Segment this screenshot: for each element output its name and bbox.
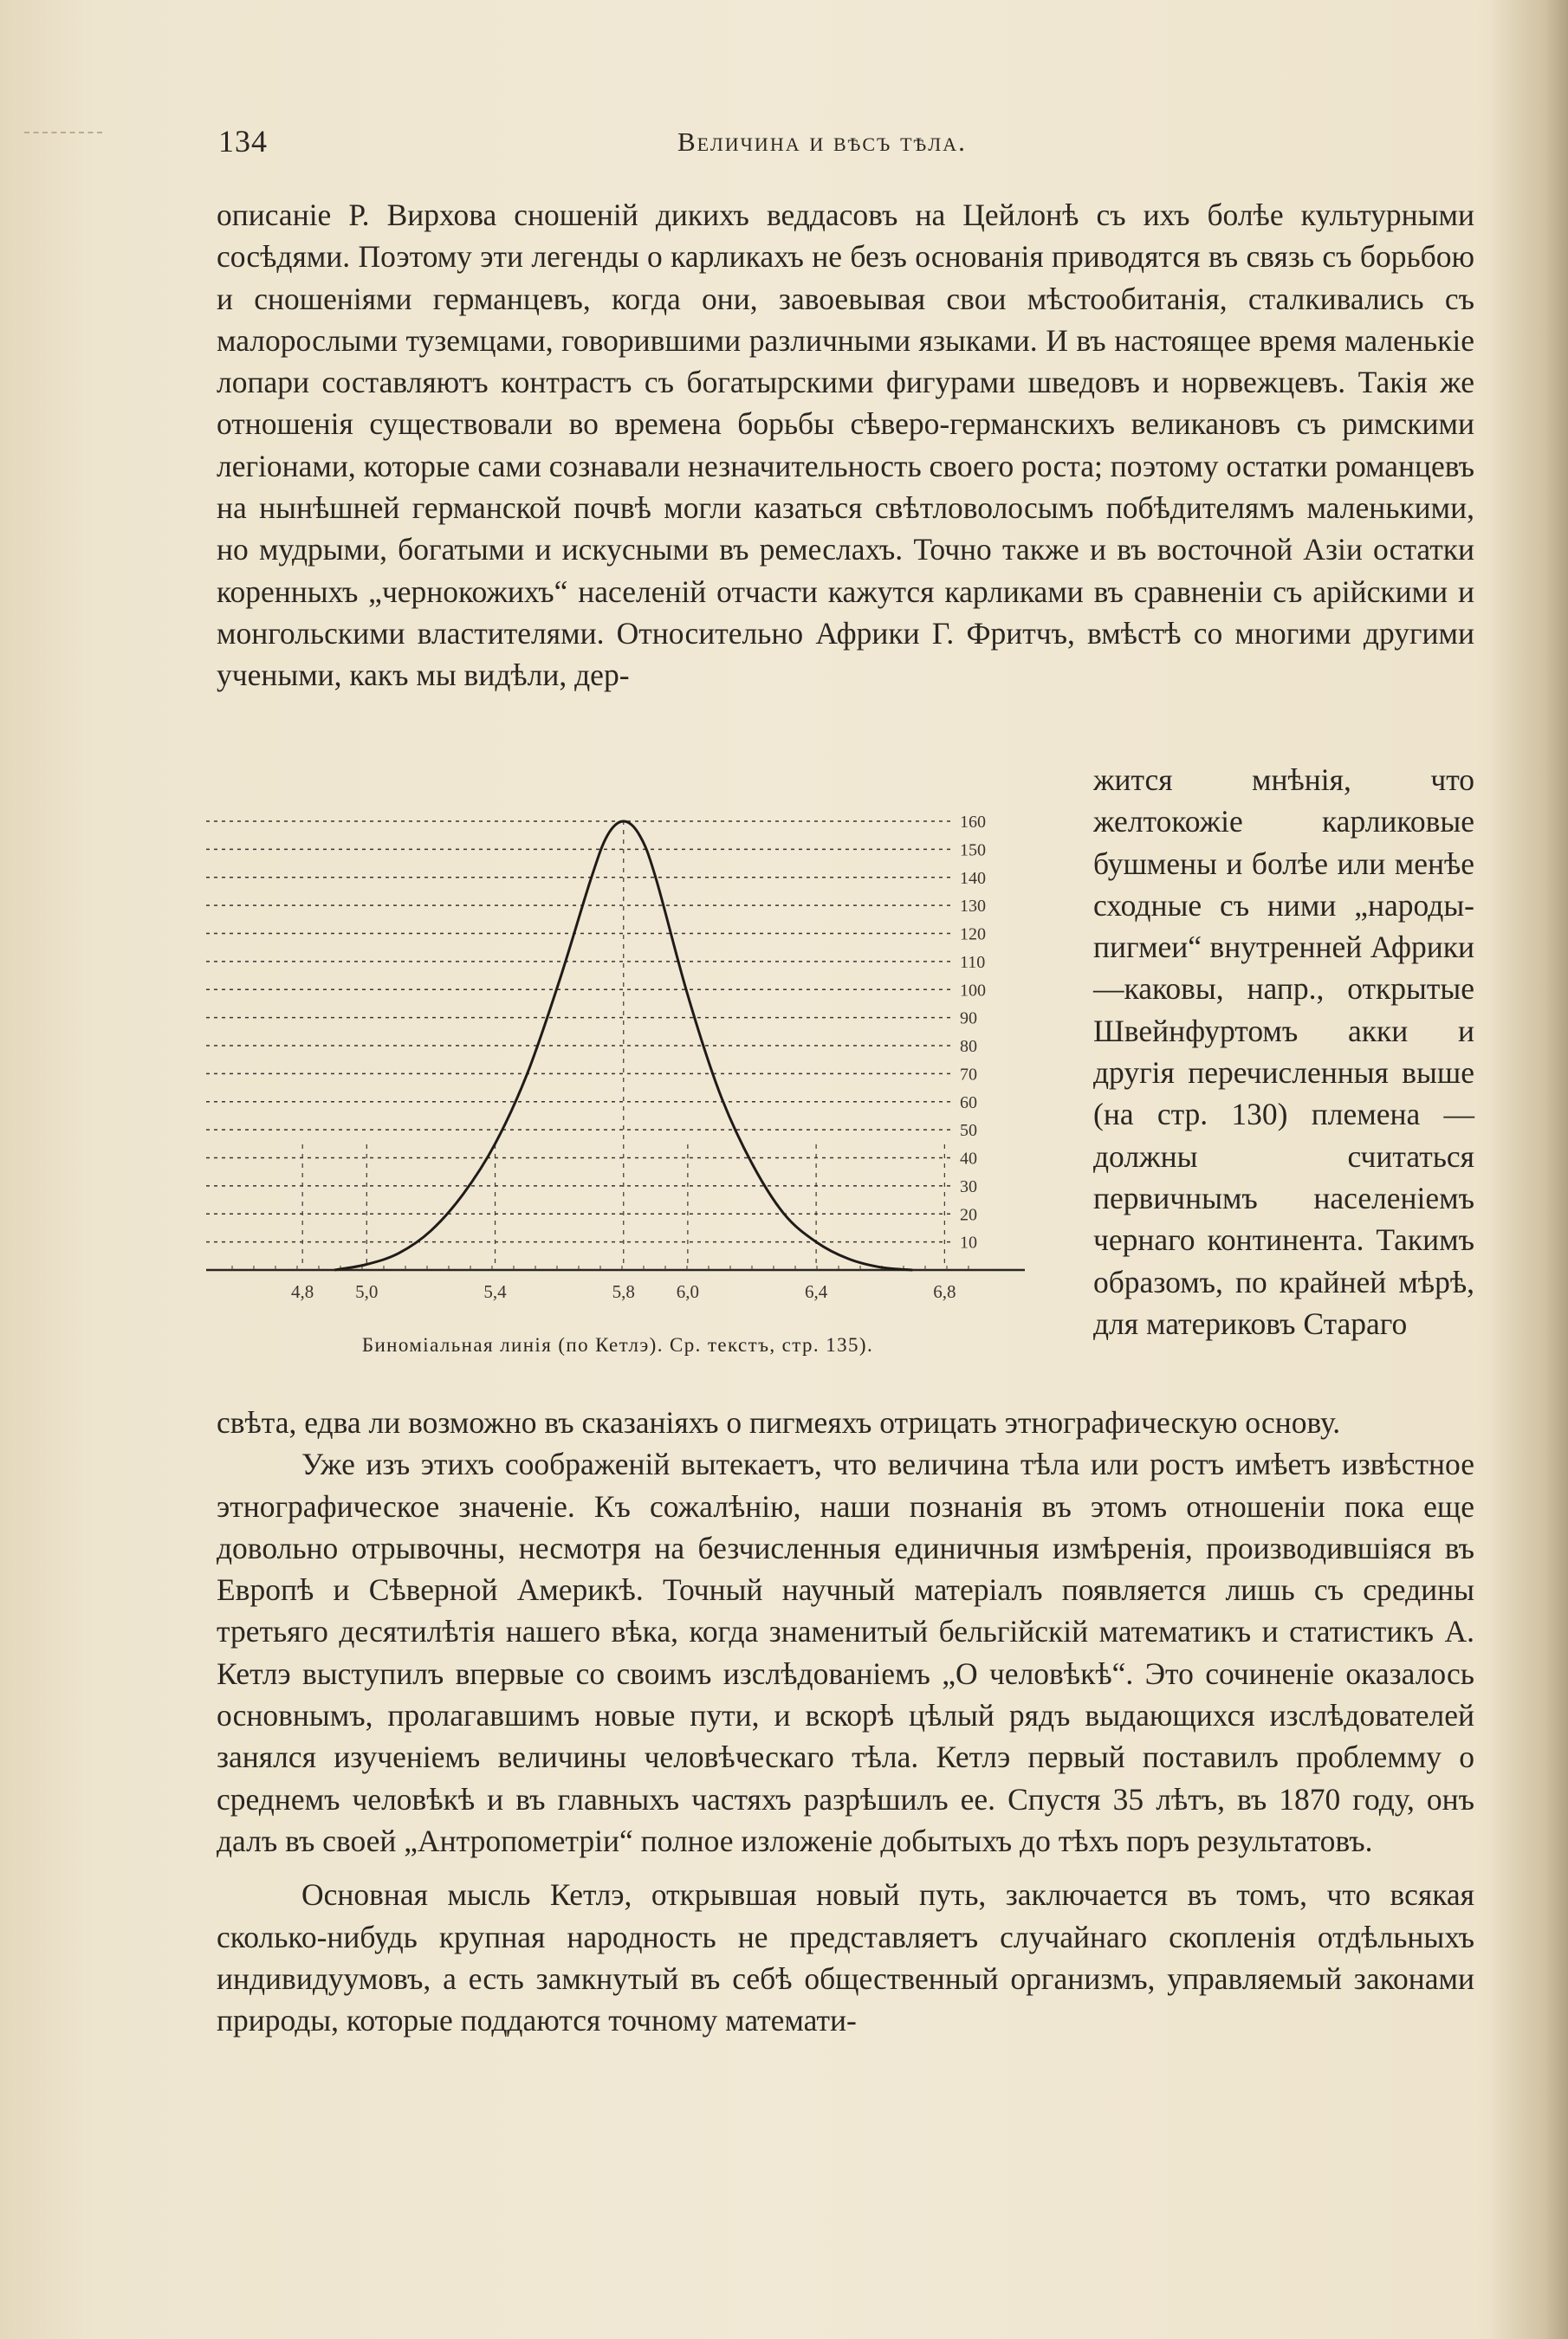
x-tick-label: 5,8	[612, 1281, 635, 1302]
x-tick-label: 4,8	[291, 1281, 314, 1302]
paragraph-continued: описаніе Р. Вирхова сношеній дикихъ веддасовъ на Цейлонѣ съ ихъ болѣе культурными сосѣдями. Поэтому эти легенды о карликахъ не безъ основанія приводятся въ связь съ борьбою и сношеніями германцевъ, когда они, завоевывая свои мѣстообитанія, сталкивались съ малорослыми туземцами, говорившими различными языками. И въ настоящее время маленькіе лопари составляютъ контрастъ съ богатырскими фигурами шведовъ и норвежцевъ. Такія же отношенія существовали во времена борьбы сѣверо-германскихъ великановъ съ римскими легіонами, которые сами сознавали незначительность своего роста; поэтому остатки романцевъ на нынѣшней германской почвѣ могли казаться свѣтловолосымъ побѣдителямъ маленькими, но мудрыми, богатыми и искусными въ ремеслахъ. Точно также и въ восточной Азіи остатки коренныхъ „чернокожихъ“ населеній отчасти кажутся карликами въ сравненіи съ арійскими и монгольскими властителями. Относительно Африки Г. Фритчъ, вмѣстѣ со многими другими учеными, какъ мы видѣли, дер-	[217, 198, 1474, 693]
y-tick-label: 140	[960, 868, 986, 888]
y-tick-label: 130	[960, 897, 986, 917]
y-tick-label: 110	[960, 952, 986, 972]
y-tick-label: 80	[960, 1037, 977, 1056]
x-tick-label: 5,0	[355, 1281, 379, 1302]
y-tick-label: 90	[960, 1008, 977, 1028]
binomial-chart	[206, 806, 1029, 1325]
y-tick-label: 10	[960, 1233, 977, 1253]
page-header	[218, 123, 1474, 175]
paragraph-2: Уже изъ этихъ соображеній вытекаетъ, что величина тѣла или ростъ имѣетъ извѣстное этнографическое значеніе. Къ сожалѣнію, наши познанія въ этомъ отношеніи пока еще довольно отрывочны, несмотря на безчисленныя единичныя измѣренія, производившіяся въ Европѣ и Сѣверной Америкѣ. Точный научный матеріалъ появляется лишь съ средины третьяго десятилѣтія нашего вѣка, когда знаменитый бельгійскій математикъ и статистикъ А. Кетлэ выступилъ впервые со своимъ изслѣдованіемъ „О человѣкѣ“. Это сочиненіе оказалось основнымъ, пролагавшимъ новые пути, и вскорѣ цѣлый рядъ выдающихся изслѣдователей занялся изученіемъ величины человѣческаго тѣла. Кетлэ первый поставилъ проблемму о среднемъ человѣкѣ и въ главныхъ частяхъ разрѣшилъ ее. Спустя 35 лѣтъ, въ 1870 году, онъ далъ въ своей „Антропометріи“ полное изложеніе добытыхъ до тѣхъ поръ результатовъ.	[217, 1447, 1474, 1858]
y-tick-label: 30	[960, 1176, 977, 1196]
side-text: жится мнѣнія, что желтокожіе карликовые бушмены и болѣе или менѣе сходные съ ними „народы-пигмеи“ внутренней Африки—каковы, напр., открытые Швейнфуртомъ акки и другія перечисленныя выше (на стр. 130) племена — должны считаться первичнымъ населеніемъ чернаго континента. Такимъ образомъ, по крайней мѣрѣ, для материковъ Стараго	[1093, 762, 1474, 1341]
y-tick-label: 120	[960, 924, 986, 944]
text-after-figure: свѣта, едва ли возможно въ сказаніяхъ о пигмеяхъ отрицать этнографическую основу.	[217, 1405, 1341, 1440]
y-tick-label: 70	[960, 1065, 977, 1085]
y-tick-label: 50	[960, 1121, 977, 1141]
figure-caption: Биноміальная линія (по Кетлэ). Ср. текстъ, стр. 135).	[361, 1334, 874, 1356]
y-tick-label: 100	[960, 981, 986, 1001]
y-tick-label: 160	[960, 813, 986, 832]
page-number: 134	[218, 124, 268, 159]
x-tick-label: 6,0	[676, 1281, 700, 1302]
page-edge-shadow	[1490, 0, 1568, 2339]
margin-mark	[24, 132, 102, 133]
x-tick-label: 6,8	[933, 1281, 956, 1302]
text-after-figure-block	[217, 1402, 1474, 2041]
x-tick-label: 5,4	[483, 1281, 507, 1302]
y-tick-label: 20	[960, 1205, 977, 1225]
y-tick-label: 40	[960, 1149, 977, 1169]
paragraph-3: Основная мысль Кетлэ, открывшая новый путь, заключается въ томъ, что всякая сколько-нибудь крупная народность не представляетъ случайнаго скопленія отдѣльныхъ индивидуумовъ, а есть замкнутый въ себѣ общественный организмъ, управляемый законами природы, которые поддаются точному математи-	[217, 1877, 1474, 2038]
y-tick-label: 150	[960, 840, 986, 860]
running-head: Величина и вѣсъ тѣла.	[677, 126, 967, 157]
figure-binomial-curve	[206, 806, 1029, 1360]
y-tick-label: 60	[960, 1092, 977, 1112]
x-tick-label: 6,4	[804, 1281, 828, 1302]
